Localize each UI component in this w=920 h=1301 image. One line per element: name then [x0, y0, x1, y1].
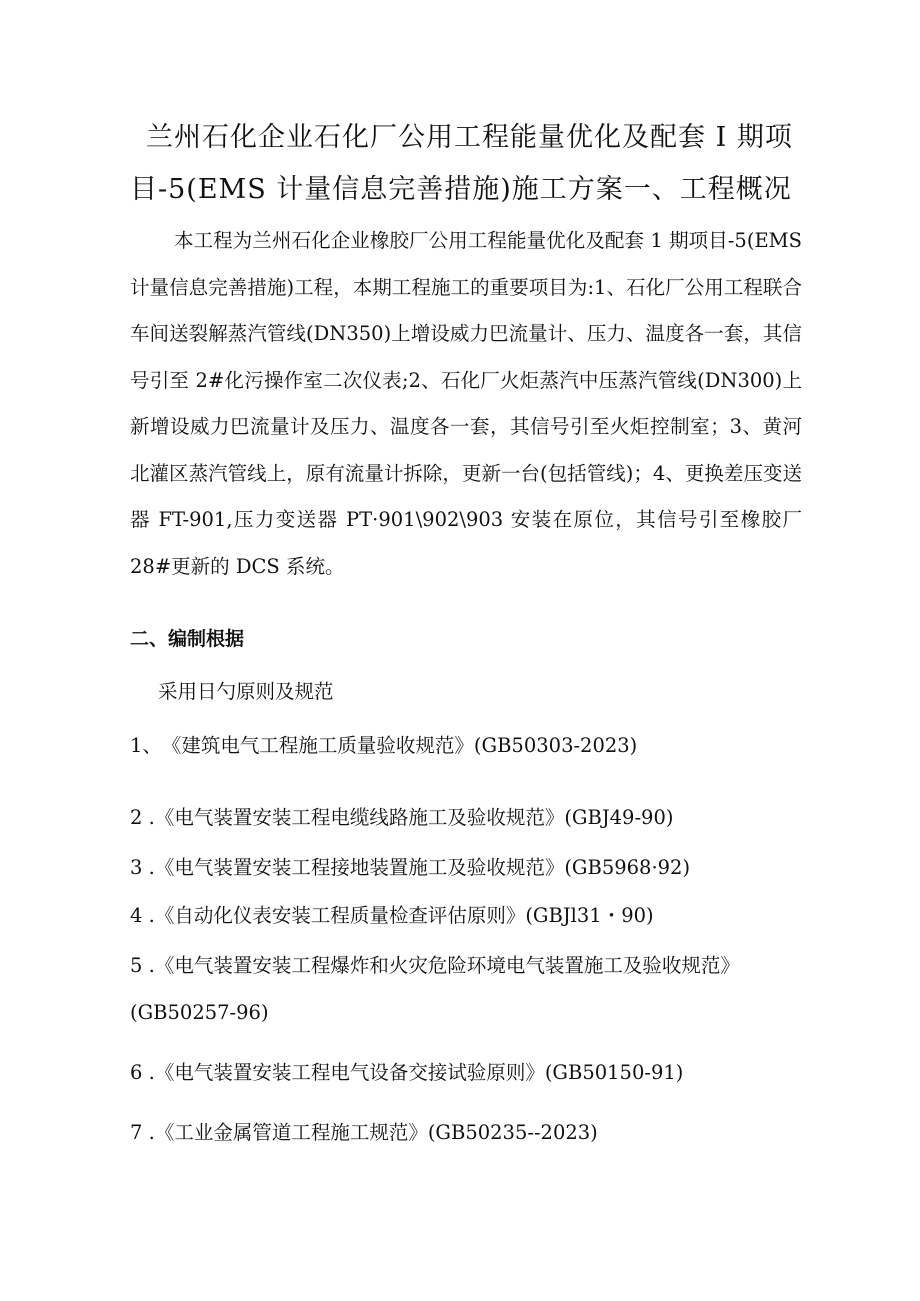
reference-text: 《电气装置安装工程接地装置施工及验收规范》(GB5968·92)	[154, 856, 691, 879]
reference-number: 5 .	[130, 954, 155, 977]
reference-item	[130, 893, 802, 940]
reference-text: 《电气装置安装工程电气设备交接试验原则》(GB50150-91)	[154, 1061, 684, 1084]
reference-number: 6 .	[130, 1061, 155, 1084]
section-intro: 采用日勺原则及规范	[158, 680, 334, 703]
reference-number: 7 .	[130, 1121, 155, 1144]
reference-item	[130, 845, 802, 892]
reference-number: 3 .	[130, 856, 155, 879]
reference-text: 《建筑电气工程施工质量验收规范》(GB50303-2023)	[161, 734, 638, 757]
reference-number: 1、	[130, 734, 162, 757]
reference-number: 2 .	[130, 806, 155, 829]
reference-number: 4 .	[130, 904, 155, 927]
reference-text: 《电气装置安装工程电缆线路施工及验收规范》(GBJ49-90)	[154, 806, 674, 829]
reference-item	[130, 723, 802, 770]
document-title: 兰州石化企业石化厂公用工程能量优化及配套 I 期项目-5(EMS 计量信息完善措施)施工方案一、工程概况	[130, 122, 793, 205]
reference-item	[130, 1110, 802, 1157]
overview-paragraph: 本工程为兰州石化企业橡胶厂公用工程能量优化及配套 1 期项目-5(EMS 计量信息完善措施)工程，本期工程施工的重要项目为:1、石化厂公用工程联合车间送裂解蒸汽管线(DN350)上增设威力巴流量计、压力、温度各一套，其信号引至 2#化污操作室二次仪表;2、石化厂火炬蒸汽中压蒸汽管线(DN300)上新增设威力巴流量计及压力、温度各一套，其信号引至火炬控制室；3、黄河北灌区蒸汽管线上，原有流量计拆除，更新一台(包括管线)；4、更换差压变送器 FT-901,压力变送器 PT·901\902\903 安装在原位，其信号引至橡胶厂 28#更新的 DCS 系统。	[130, 229, 802, 578]
reference-item	[130, 1050, 802, 1097]
reference-text: 《工业金属管道工程施工规范》(GB50235--2023)	[154, 1121, 598, 1144]
reference-item	[130, 795, 802, 842]
reference-text: 《自动化仪表安装工程质量检查评估原则》(GBJl31・90)	[154, 904, 654, 927]
section-heading-basis: 二、编制根据	[130, 628, 245, 650]
reference-item	[130, 943, 802, 1036]
reference-text: 《电气装置安装工程爆炸和火灾危险环境电气装置施工及验收规范》(GB50257-96)	[130, 954, 740, 1024]
